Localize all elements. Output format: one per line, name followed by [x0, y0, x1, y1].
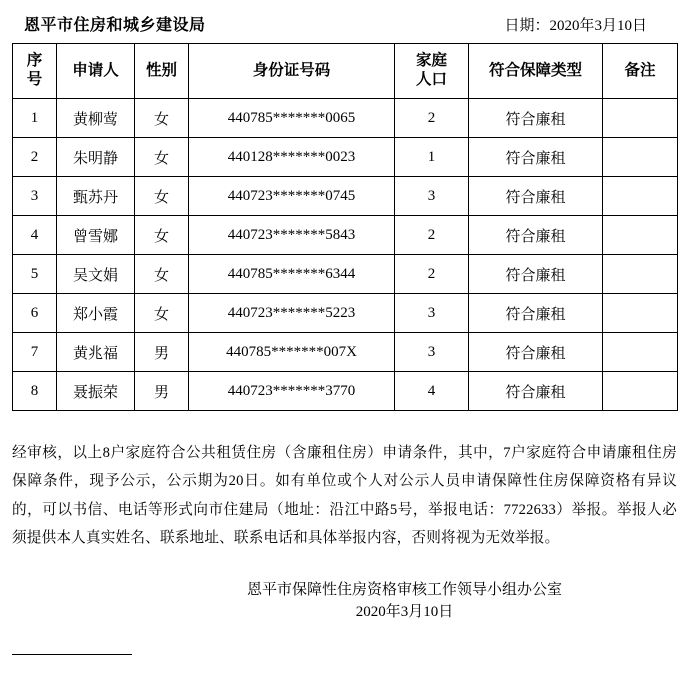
column-header-seq-line1: 序 — [26, 52, 43, 70]
cell-sex: 男 — [135, 372, 189, 411]
cell-sex: 女 — [135, 99, 189, 138]
cell-id: 440128*******0023 — [189, 138, 395, 177]
cell-name: 朱明静 — [57, 138, 135, 177]
cell-seq: 3 — [13, 177, 57, 216]
cell-name: 曾雪娜 — [57, 216, 135, 255]
cell-population: 3 — [395, 177, 469, 216]
applicants-table-wrapper — [0, 43, 689, 411]
cell-remark — [603, 177, 678, 216]
table-row — [13, 333, 678, 372]
cell-type: 符合廉租 — [469, 138, 603, 177]
cell-type: 符合廉租 — [469, 294, 603, 333]
cell-seq: 8 — [13, 372, 57, 411]
column-header-population-line2: 人口 — [415, 71, 447, 88]
column-header-seq — [13, 44, 57, 99]
signature-date: 2020年3月10日 — [355, 604, 454, 621]
cell-seq: 4 — [13, 216, 57, 255]
cell-seq: 7 — [13, 333, 57, 372]
column-header-population — [395, 44, 469, 99]
cell-sex: 女 — [135, 138, 189, 177]
cell-id: 440723*******3770 — [189, 372, 395, 411]
cell-sex: 女 — [135, 177, 189, 216]
cell-type: 符合廉租 — [469, 333, 603, 372]
signature-block — [0, 579, 689, 624]
cell-name: 黄柳莺 — [57, 99, 135, 138]
column-header-name: 申请人 — [57, 44, 135, 99]
applicants-table — [12, 43, 678, 411]
cell-type: 符合廉租 — [469, 216, 603, 255]
cell-seq: 6 — [13, 294, 57, 333]
bottom-rule — [12, 654, 132, 655]
cell-name: 甄苏丹 — [57, 177, 135, 216]
cell-name: 黄兆福 — [57, 333, 135, 372]
header-date — [504, 14, 665, 35]
document-header — [0, 0, 689, 43]
column-header-population-line1: 家庭 — [415, 52, 447, 70]
cell-seq: 1 — [13, 99, 57, 138]
cell-remark — [603, 255, 678, 294]
cell-name: 吴文娟 — [57, 255, 135, 294]
cell-id: 440723*******5843 — [189, 216, 395, 255]
cell-name: 聂振荣 — [57, 372, 135, 411]
table-row — [13, 138, 678, 177]
cell-type: 符合廉租 — [469, 372, 603, 411]
cell-population: 2 — [395, 255, 469, 294]
cell-sex: 女 — [135, 216, 189, 255]
cell-remark — [603, 138, 678, 177]
cell-id: 440723*******5223 — [189, 294, 395, 333]
page-title: 恩平市住房和城乡建设局 — [24, 17, 206, 34]
table-header-row — [13, 44, 678, 99]
table-row — [13, 294, 678, 333]
column-header-remark: 备注 — [603, 44, 678, 99]
cell-id: 440723*******0745 — [189, 177, 395, 216]
cell-name: 郑小霞 — [57, 294, 135, 333]
cell-sex: 男 — [135, 333, 189, 372]
cell-population: 1 — [395, 138, 469, 177]
table-row — [13, 177, 678, 216]
cell-remark — [603, 216, 678, 255]
cell-type: 符合廉租 — [469, 177, 603, 216]
cell-population: 4 — [395, 372, 469, 411]
cell-remark — [603, 99, 678, 138]
cell-type: 符合廉租 — [469, 255, 603, 294]
column-header-type: 符合保障类型 — [469, 44, 603, 99]
table-row — [13, 372, 678, 411]
cell-seq: 2 — [13, 138, 57, 177]
table-row — [13, 216, 678, 255]
column-header-seq-line2: 号 — [26, 71, 43, 88]
notice-paragraph: 经审核，以上8户家庭符合公共租赁住房（含廉租住房）申请条件，其中，7户家庭符合申请廉租住房保障条件，现予公示，公示期为20日。如有单位或个人对公示人员申请保障性住房保障资格有异议的，可以书信、电话等形式向市住建局（地址：沿江中路5号，举报电话：7722633）举报。举报人必须提供本人真实姓名、联系地址、联系电话和具体举报内容，否则将视为无效举报。 — [12, 445, 677, 547]
cell-sex: 女 — [135, 255, 189, 294]
signature-org: 恩平市保障性住房资格审核工作领导小组办公室 — [246, 581, 562, 598]
cell-seq: 5 — [13, 255, 57, 294]
cell-id: 440785*******0065 — [189, 99, 395, 138]
header-date-label: 日期： — [504, 18, 550, 34]
cell-remark — [603, 294, 678, 333]
cell-population: 2 — [395, 216, 469, 255]
column-header-id: 身份证号码 — [189, 44, 395, 99]
cell-type: 符合廉租 — [469, 99, 603, 138]
table-row — [13, 99, 678, 138]
cell-sex: 女 — [135, 294, 189, 333]
table-row — [13, 255, 678, 294]
cell-id: 440785*******007X — [189, 333, 395, 372]
header-date-value: 2020年3月10日 — [549, 18, 647, 34]
column-header-sex: 性别 — [135, 44, 189, 99]
cell-remark — [603, 372, 678, 411]
cell-population: 2 — [395, 99, 469, 138]
cell-population: 3 — [395, 333, 469, 372]
cell-population: 3 — [395, 294, 469, 333]
cell-id: 440785*******6344 — [189, 255, 395, 294]
cell-remark — [603, 333, 678, 372]
